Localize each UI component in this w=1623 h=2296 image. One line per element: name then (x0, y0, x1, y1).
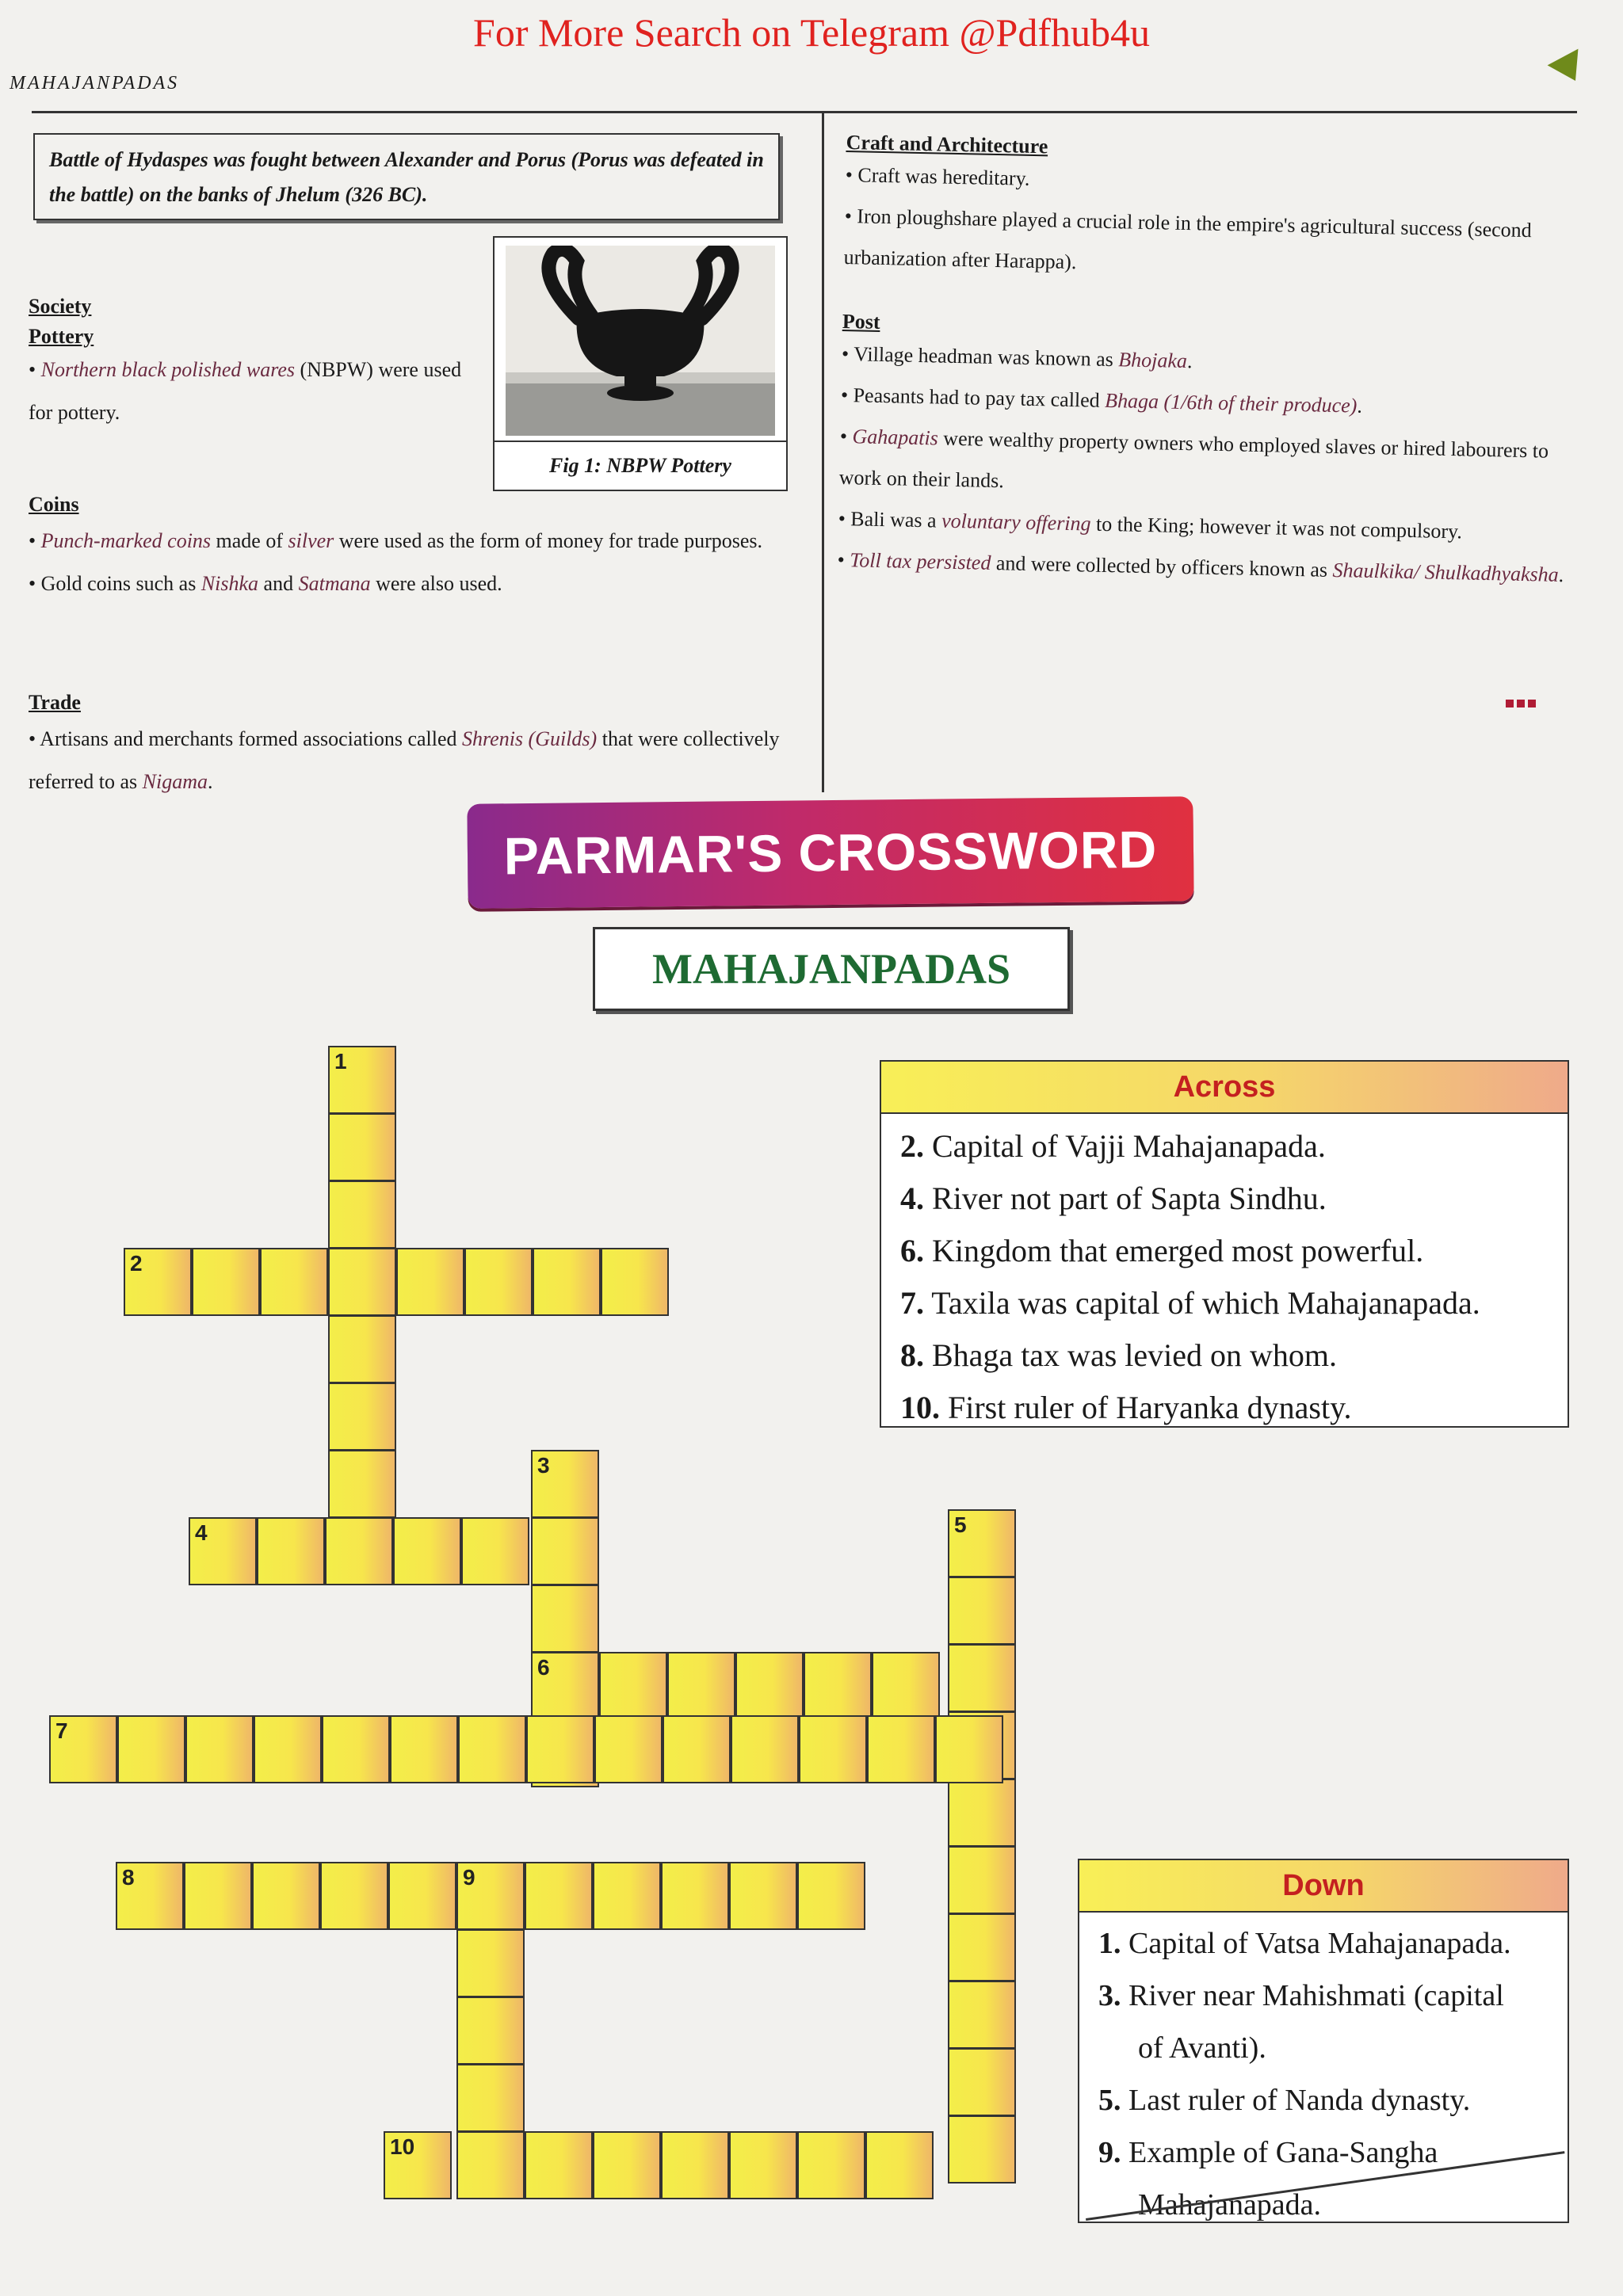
across-clues-box (880, 1060, 1569, 1428)
crossword-cell[interactable] (663, 1715, 731, 1783)
crossword-cell[interactable] (531, 1517, 599, 1585)
nishka-term: Nishka (200, 572, 259, 595)
crossword-cell[interactable] (320, 1862, 388, 1930)
crossword-cell[interactable] (533, 1248, 601, 1316)
coins-mid: made of (211, 529, 288, 552)
hydaspes-note: Battle of Hydaspes was fought between Alexander and Porus (Porus was defeated in the battle) on the banks of Jhelum (326 BC). (33, 133, 780, 220)
clue-num: 4. (900, 1180, 924, 1216)
post4-c: to the King; however it was not compulsory. (1090, 512, 1463, 543)
crossword-cell[interactable] (257, 1517, 325, 1585)
crossword-cell[interactable] (458, 1715, 526, 1783)
clue-num: 7. (900, 1285, 924, 1321)
pottery-heading: Pottery (29, 325, 94, 348)
crossword-cell[interactable] (948, 1779, 1016, 1847)
clue-number-3: 3 (537, 1453, 550, 1478)
across-heading: Across (881, 1062, 1568, 1114)
post5-d: . (1558, 563, 1564, 587)
post-item-2: • Peasants had to pay tax called Bhaga (1/6th of their produce). (840, 383, 1363, 418)
crossword-cell[interactable] (731, 1715, 799, 1783)
top-divider (32, 111, 1577, 113)
clue-num: 10. (900, 1390, 940, 1425)
clue-number-7: 7 (55, 1718, 68, 1743)
craft-item-1: • Craft was hereditary. (845, 162, 1030, 190)
crossword-cell[interactable] (735, 1652, 804, 1720)
clue-text: Capital of Vatsa Mahajanapada. (1128, 1927, 1511, 1960)
crossword-cell[interactable] (328, 1180, 396, 1249)
voluntary-term: voluntary offering (941, 509, 1091, 536)
across-clue-8 (881, 1329, 1568, 1382)
crossword-cell[interactable] (872, 1652, 940, 1720)
crossword-cell[interactable] (260, 1248, 328, 1316)
down-heading: Down (1079, 1860, 1568, 1913)
clue-number-4: 4 (195, 1520, 208, 1545)
crossword-cell[interactable] (797, 2131, 865, 2199)
across-clue-6 (881, 1225, 1568, 1277)
crossword-cell[interactable] (124, 1248, 192, 1316)
crossword-cell[interactable] (797, 1862, 865, 1930)
crossword-cell[interactable] (116, 1862, 184, 1930)
telegram-banner: For More Search on Telegram @Pdfhub4u (473, 10, 1150, 55)
crossword-cell[interactable] (661, 1862, 729, 1930)
crossword-cell[interactable] (456, 1862, 525, 1930)
crossword-cell[interactable] (49, 1715, 117, 1783)
coins2-a: Gold coins such as (40, 572, 201, 595)
shrenis-term: Shrenis (Guilds) (462, 727, 598, 750)
clue-num: 1. (1098, 1927, 1121, 1960)
crossword-cell[interactable] (729, 2131, 797, 2199)
nbpw-pot-image (506, 246, 775, 436)
post-item-3: • Gahapatis were wealthy property owners who employed slaves or hired labourers to work on their lands. (838, 424, 1549, 493)
crossword-cell[interactable] (189, 1517, 257, 1585)
crossword-cell[interactable] (328, 1315, 396, 1383)
crossword-cell[interactable] (799, 1715, 867, 1783)
crossword-cell[interactable] (804, 1652, 872, 1720)
trade-a: Artisans and merchants formed associations called (40, 727, 463, 750)
clue-text: Example of Gana-Sangha (1128, 2136, 1438, 2169)
crossword-cell[interactable] (593, 1862, 661, 1930)
clue-num: 3. (1098, 1979, 1121, 2012)
clue-number-1: 1 (334, 1049, 347, 1074)
clue-number-2: 2 (130, 1251, 143, 1276)
crossword-cell[interactable] (456, 1997, 525, 2065)
crossword-cell[interactable] (328, 1046, 396, 1114)
clue-number-9: 9 (463, 1865, 475, 1890)
coins-text-1: • Punch-marked coins made of silver were used as the form of money for trade purposes. (29, 529, 763, 552)
crossword-subtitle: MAHAJANPADAS (593, 927, 1070, 1011)
crossword-cell[interactable] (593, 2131, 661, 2199)
clue-text: Bhaga tax was levied on whom. (932, 1337, 1337, 1373)
crossword-cell[interactable] (531, 1450, 599, 1518)
clue-num: 8. (900, 1337, 924, 1373)
crossword-cell[interactable] (185, 1715, 254, 1783)
crossword-cell[interactable] (948, 1981, 1016, 2049)
crossword-cell[interactable] (948, 1577, 1016, 1645)
post4-a: Bali was a (850, 507, 942, 532)
crossword-cell[interactable] (948, 1913, 1016, 1981)
clue-num: 2. (900, 1128, 924, 1164)
column-divider (822, 111, 824, 792)
coins-section (29, 493, 789, 605)
crossword-cell[interactable] (667, 1652, 735, 1720)
crossword-cell[interactable] (456, 2064, 525, 2132)
post-item-1: • Village headman was known as Bhojaka. (841, 341, 1193, 373)
trade-c: that were collectively referred to as (29, 727, 780, 793)
post3-b: were wealthy property owners who employed slaves or hired labourers to work on their lands. (838, 426, 1549, 493)
down-clue-9 (1079, 2126, 1568, 2179)
across-clue-7 (881, 1277, 1568, 1329)
down-clue-1 (1079, 1917, 1568, 1970)
across-clue-2 (881, 1120, 1568, 1173)
crossword-cell[interactable] (396, 1248, 464, 1316)
crossword-title: PARMAR'S CROSSWORD (467, 796, 1193, 909)
trade-e: . (207, 770, 213, 793)
end-marks (1506, 697, 1539, 711)
crossword-cell[interactable] (599, 1652, 667, 1720)
crossword-cell[interactable] (948, 2115, 1016, 2183)
crossword-cell[interactable] (328, 1383, 396, 1451)
post2-a: Peasants had to pay tax called (853, 383, 1106, 412)
post-item-5: • Toll tax persisted and were collected by officers known as Shaulkika/ Shulkadhyaksha. (837, 547, 1564, 587)
crossword-cell[interactable] (525, 2131, 593, 2199)
crossword-cell[interactable] (384, 2131, 452, 2199)
clue-text: Taxila was capital of which Mahajanapada. (931, 1285, 1480, 1321)
post1-a: Village headman was known as (853, 342, 1119, 372)
crossword-cell[interactable] (192, 1248, 260, 1316)
bhaga-term: Bhaga (1/6th of their produce) (1104, 388, 1358, 418)
craft2-text: Iron ploughshare played a crucial role in the empire's agricultural success (second urbanization after Harappa). (843, 204, 1533, 274)
nbpw-term: Northern black polished wares (40, 358, 296, 381)
crossword-cell[interactable] (948, 1644, 1016, 1712)
crossword-cell[interactable] (948, 1509, 1016, 1577)
crossword-cell[interactable] (461, 1517, 529, 1585)
clue-text: River near Mahishmati (capital (1128, 1979, 1504, 2012)
post1-c: . (1186, 349, 1193, 373)
crossword-cell[interactable] (948, 2048, 1016, 2116)
toll-tax-term: Toll tax persisted (849, 548, 991, 574)
post-heading: Post (842, 309, 880, 334)
nbpw-figure (493, 236, 788, 491)
coins-text-2: • Gold coins such as Nishka and Satmana were also used. (29, 572, 502, 595)
crossword-cell[interactable] (729, 1862, 797, 1930)
crossword-cell[interactable] (948, 1846, 1016, 1914)
crossword-cell[interactable] (456, 1929, 525, 1997)
bhojaka-term: Bhojaka (1118, 348, 1188, 373)
society-heading: Society (29, 295, 92, 318)
down-clue-3-cont: of Avanti). (1138, 2031, 1266, 2065)
crossword-cell[interactable] (388, 1862, 456, 1930)
trade-heading: Trade (29, 691, 81, 714)
clue-num: 5. (1098, 2084, 1121, 2117)
crossword-cell[interactable] (661, 2131, 729, 2199)
crossword-cell[interactable] (601, 1248, 669, 1316)
punch-marked-term: Punch-marked coins (40, 529, 212, 552)
crossword-cell[interactable] (117, 1715, 185, 1783)
clue-text: First ruler of Haryanka dynasty. (948, 1390, 1352, 1425)
crossword-cell[interactable] (935, 1715, 1003, 1783)
craft-heading: Craft and Architecture (846, 131, 1048, 158)
crossword-cell[interactable] (456, 2131, 525, 2199)
pottery-rest: (NBPW) were used for pottery. (29, 358, 462, 424)
coins-heading: Coins (29, 493, 79, 516)
crossword-cell[interactable] (328, 1450, 396, 1518)
clue-text: River not part of Sapta Sindhu. (932, 1180, 1327, 1216)
crossword-cell[interactable] (525, 1862, 593, 1930)
trade-section (29, 691, 789, 803)
across-clue-4 (881, 1173, 1568, 1225)
satmana-term: Satmana (298, 572, 371, 595)
across-clue-10 (881, 1382, 1568, 1434)
clue-num: 9. (1098, 2136, 1121, 2169)
craft-item-2: • Iron ploughshare played a crucial role in the empire's agricultural success (second urbanization after Harappa). (843, 204, 1533, 274)
clue-text: Capital of Vajji Mahajanapada. (932, 1128, 1326, 1164)
clue-num: 6. (900, 1233, 924, 1268)
craft1-text: Craft was hereditary. (857, 163, 1030, 190)
post5-b: and were collected by officers known as (991, 551, 1333, 582)
running-head: MAHAJANPADAS (10, 73, 180, 93)
crossword-cell[interactable] (594, 1715, 663, 1783)
clue-text: Kingdom that emerged most powerful. (932, 1233, 1424, 1268)
down-clues-box (1078, 1859, 1569, 2223)
down-clue-5 (1079, 2074, 1568, 2126)
crossword-cell[interactable] (531, 1585, 599, 1653)
down-clue-9-cont: Mahajanapada. (1138, 2188, 1322, 2222)
figure-caption: Fig 1: NBPW Pottery (495, 441, 786, 490)
shaulkika-term: Shaulkika/ Shulkadhyaksha (1332, 558, 1560, 586)
crossword-cell[interactable] (184, 1862, 252, 1930)
clue-text: Last ruler of Nanda dynasty. (1128, 2084, 1471, 2117)
crossword-cell[interactable] (867, 1715, 935, 1783)
gahapatis-term: Gahapatis (852, 425, 939, 450)
crossword-cell[interactable] (252, 1862, 320, 1930)
clue-number-6: 6 (537, 1655, 550, 1680)
post-item-4: • Bali was a voluntary offering to the King; however it was not compulsory. (838, 506, 1463, 543)
crossword-cell[interactable] (531, 1652, 599, 1720)
crossword-cell[interactable] (325, 1517, 393, 1585)
crossword-cell[interactable] (393, 1517, 461, 1585)
nigama-term: Nigama (142, 770, 208, 793)
crossword-cell[interactable] (865, 2131, 934, 2199)
right-column (837, 131, 1575, 596)
crossword-cell[interactable] (328, 1248, 396, 1316)
trade-text: • Artisans and merchants formed associations called Shrenis (Guilds) that were collectively referred to as Nigama. (29, 727, 780, 793)
down-clue-3 (1079, 1970, 1568, 2022)
coins-rest: were used as the form of money for trade purposes. (334, 529, 763, 552)
crossword-cell[interactable] (464, 1248, 533, 1316)
crossword-cell[interactable] (390, 1715, 458, 1783)
silver-term: silver (288, 529, 334, 552)
crossword-cell[interactable] (328, 1113, 396, 1181)
coins2-e: were also used. (370, 572, 502, 595)
clue-number-8: 8 (122, 1865, 135, 1890)
crossword-cell[interactable] (322, 1715, 390, 1783)
crossword-cell[interactable] (526, 1715, 594, 1783)
pottery-text: • Northern black polished wares (NBPW) were used for pottery. (29, 358, 462, 424)
clue-number-10: 10 (390, 2134, 415, 2159)
coins2-c: and (258, 572, 299, 595)
crossword-cell[interactable] (254, 1715, 322, 1783)
post2-c: . (1357, 394, 1363, 418)
clue-number-5: 5 (954, 1512, 967, 1537)
society-section (29, 295, 472, 434)
